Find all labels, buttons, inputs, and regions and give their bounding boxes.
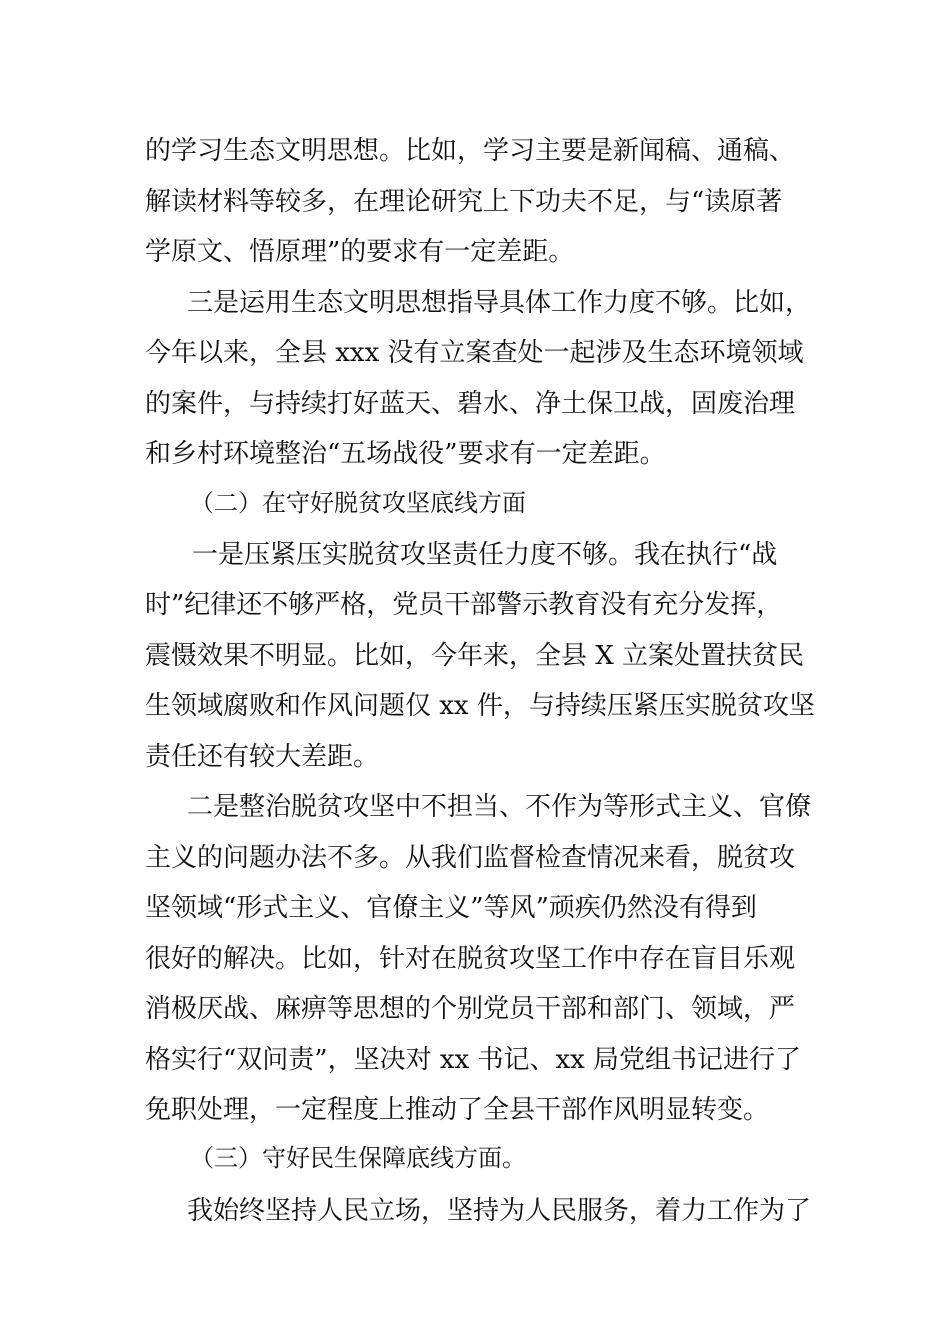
paragraph-first-line: 一是压紧压实脱贫攻坚责任力度不够。我在执行“战 bbox=[192, 540, 778, 570]
text-line: 责任还有较大差距。 bbox=[145, 742, 380, 772]
text-line: 解读材料等较多，在理论研究上下功夫不足，与“读原著 bbox=[145, 187, 783, 217]
text-line: 主义的问题办法不多。从我们监督检查情况来看，脱贫攻 bbox=[145, 843, 796, 873]
text-line: 学原文、悟原理”的要求有一定差距。 bbox=[145, 237, 575, 267]
section-heading: （三）守好民生保障底线方面。 bbox=[190, 1144, 526, 1172]
text-line: 的学习生态文明思想。比如，学习主要是新闻稿、通稿、 bbox=[145, 136, 796, 166]
text-line: 震慑效果不明显。比如，今年来，全县 X 立案处置扶贫民 bbox=[145, 641, 805, 671]
text-line: 生领域腐败和作风问题仅 xx 件，与持续压紧压实脱贫攻坚 bbox=[145, 691, 815, 721]
text-line: 坚领域“形式主义、官僚主义”等风”顽疾仍然没有得到 bbox=[145, 893, 757, 923]
text-line: 消极厌战、麻痹等思想的个别党员干部和部门、领域，严 bbox=[145, 994, 796, 1024]
text-line: 和乡村环境整治“五场战役”要求有一定差距。 bbox=[145, 439, 666, 469]
paragraph-first-line: 我始终坚持人民立场，坚持为人民服务，着力工作为了 bbox=[187, 1196, 812, 1226]
text-line: 格实行“双问责”，坚决对 xx 书记、xx 局党组书记进行了 bbox=[145, 1045, 802, 1075]
text-line: 免职处理，一定程度上推动了全县干部作风明显转变。 bbox=[145, 1095, 770, 1125]
text-line: 时”纪律还不够严格，党员干部警示教育没有充分发挥， bbox=[145, 590, 783, 620]
text-line: 的案件，与持续打好蓝天、碧水、净土保卫战，固废治理 bbox=[145, 389, 796, 419]
section-heading: （二）在守好脱贫攻坚底线方面 bbox=[190, 489, 526, 517]
paragraph-first-line: 二是整治脱贫攻坚中不担当、不作为等形式主义、官僚 bbox=[187, 792, 812, 822]
text-line: 很好的解决。比如，针对在脱贫攻坚工作中存在盲目乐观 bbox=[145, 944, 796, 974]
paragraph-first-line: 三是运用生态文明思想指导具体工作力度不够。比如， bbox=[187, 288, 812, 318]
text-line: 今年以来，全县 xxx 没有立案查处一起涉及生态环境领域 bbox=[145, 338, 804, 368]
